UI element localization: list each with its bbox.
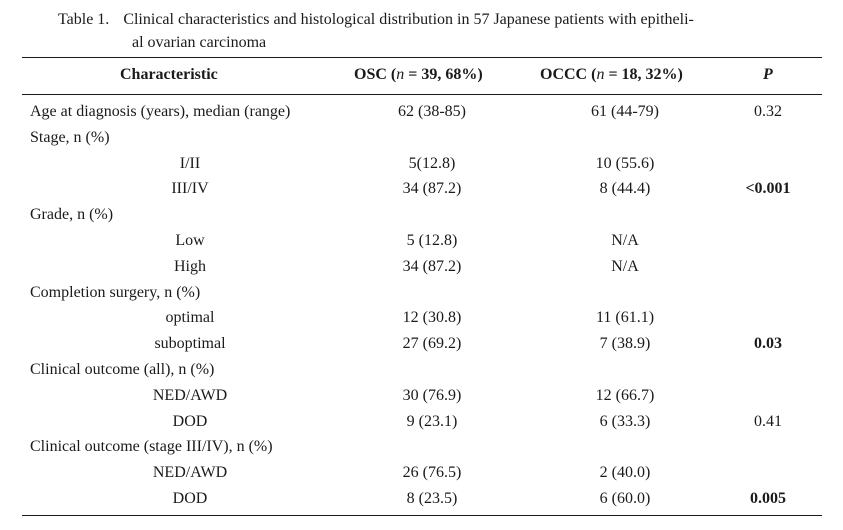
row-sublabel: optimal [165, 309, 215, 327]
table-row [0, 280, 843, 306]
header-osc-suffix: = 39, 68%) [404, 66, 483, 83]
row-label: Stage, n (%) [30, 128, 110, 146]
row-sublabel: High [174, 257, 206, 275]
table-row [0, 357, 843, 383]
row-sublabel: DOD [172, 490, 208, 507]
table-row [0, 99, 843, 125]
row-sublabel: DOD [172, 412, 208, 430]
row-sublabel: Low [175, 232, 205, 249]
table-row [0, 331, 843, 357]
occc-value: 6 (60.0) [599, 490, 651, 507]
occc-value: 61 (44-79) [591, 103, 659, 120]
occc-value: 2 (40.0) [599, 464, 651, 482]
p-value: 0.32 [754, 103, 782, 120]
table-row [0, 486, 843, 512]
p-value: 0.03 [754, 335, 782, 353]
header-rule [22, 94, 822, 95]
header-characteristic: Characteristic [120, 66, 218, 83]
occc-value: 7 (38.9) [599, 335, 651, 353]
row-sublabel: NED/AWD [152, 386, 228, 404]
table-row [0, 254, 843, 280]
table-row [0, 305, 843, 331]
header-osc [354, 66, 483, 84]
table-row [0, 202, 843, 228]
table-row [0, 409, 843, 435]
table-row [0, 228, 843, 254]
header-osc-n: n [396, 66, 405, 83]
top-rule [22, 57, 822, 58]
occc-value: 10 (55.6) [595, 154, 655, 172]
osc-value: 5(12.8) [408, 154, 456, 172]
osc-value: 12 (30.8) [402, 309, 462, 327]
header-occc-suffix: = 18, 32%) [604, 66, 683, 83]
osc-value: 5 (12.8) [406, 232, 458, 249]
occc-value: 11 (61.1) [595, 309, 655, 327]
osc-value: 26 (76.5) [402, 464, 462, 482]
table-row [0, 383, 843, 409]
occc-value: N/A [611, 232, 639, 249]
osc-value: 8 (23.5) [406, 490, 458, 507]
header-p-label: P [763, 66, 773, 83]
header-occc-n: n [596, 66, 605, 83]
caption-line-1: Clinical characteristics and histological distribution in 57 Japanese patients with epitheli- [123, 11, 694, 28]
osc-value: 34 (87.2) [402, 257, 462, 275]
table-row [0, 125, 843, 151]
occc-value: 8 (44.4) [599, 180, 651, 198]
header-occc [540, 66, 683, 84]
row-label: Clinical outcome (all), n (%) [30, 361, 215, 378]
row-sublabel: I/II [179, 154, 201, 172]
row-label: Grade, n (%) [30, 206, 114, 224]
row-label: Completion surgery, n (%) [30, 283, 201, 301]
header-occc-prefix: OCCC ( [540, 66, 597, 83]
osc-value: 62 (38-85) [398, 103, 466, 120]
table-row [0, 460, 843, 486]
osc-value: 9 (23.1) [406, 412, 458, 430]
bottom-rule [22, 515, 822, 516]
row-label: Age at diagnosis (years), median (range) [30, 103, 291, 120]
caption-line-2: al ovarian carcinoma [132, 34, 267, 51]
osc-value: 30 (76.9) [402, 386, 462, 404]
row-sublabel: suboptimal [154, 335, 226, 353]
table-caption [58, 8, 798, 54]
occc-value: 6 (33.3) [599, 412, 651, 430]
table-row [0, 434, 843, 460]
row-sublabel: NED/AWD [152, 464, 228, 482]
osc-value: 27 (69.2) [402, 335, 462, 353]
table-row [0, 176, 843, 202]
header-p [763, 66, 773, 84]
table-number: Table 1. [58, 11, 110, 28]
p-value: 0.005 [750, 490, 786, 507]
p-value: <0.001 [745, 180, 791, 198]
osc-value: 34 (87.2) [402, 180, 462, 198]
occc-value: N/A [611, 257, 639, 275]
p-value: 0.41 [754, 412, 782, 430]
table-row [0, 151, 843, 177]
occc-value: 12 (66.7) [595, 386, 655, 404]
header-osc-prefix: OSC ( [354, 66, 397, 83]
row-label: Clinical outcome (stage III/IV), n (%) [30, 438, 273, 456]
row-sublabel: III/IV [171, 180, 209, 198]
